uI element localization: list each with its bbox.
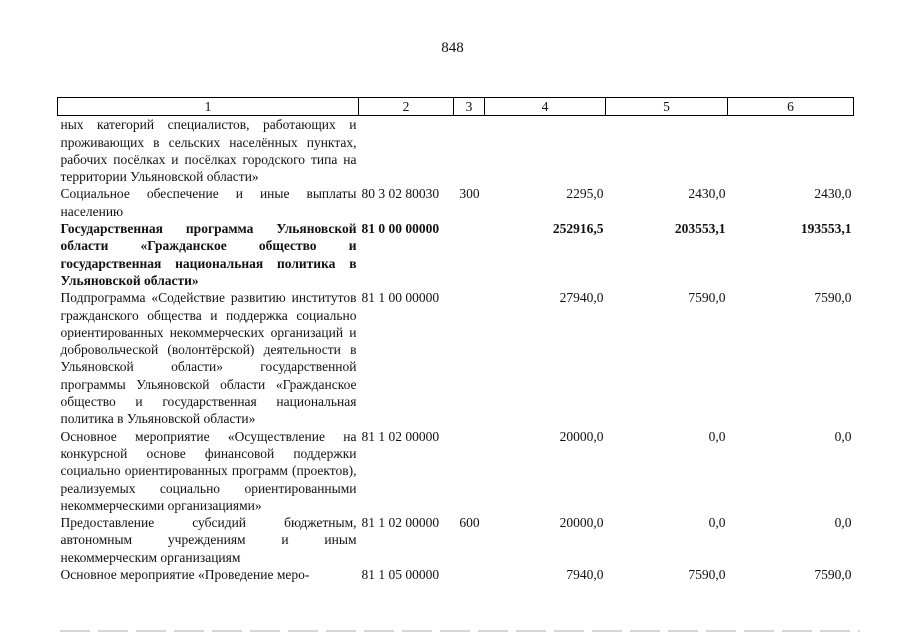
item-name-cell: Предоставление субсидий бюджетным, автономным учреждениям и иным некоммерческим организациям (60, 515, 357, 565)
expense-type-cell: 300 (459, 186, 480, 202)
amount-col5-cell: 7590,0 (688, 290, 726, 306)
amount-col4-cell: 27940,0 (559, 290, 604, 306)
target-code-cell: 81 1 02 00000 (361, 515, 440, 531)
target-code-cell: 81 1 00 00000 (361, 290, 440, 306)
col-1-header: 1 (58, 98, 359, 116)
amount-col5-cell: 0,0 (708, 515, 726, 531)
item-name-cell: Государственная программа Ульяновской области «Гражданское общество и государственная национальная политика в Ульяновской области» (60, 221, 357, 288)
expense-type-cell (454, 220, 485, 289)
item-name-cell: Социальное обеспечение и иные выплаты населению (60, 186, 357, 219)
col-4-header: 4 (485, 98, 606, 116)
table-row (58, 220, 854, 289)
col-6-header: 6 (728, 98, 854, 116)
amount-col6-cell: 0,0 (834, 428, 852, 444)
amount-col4-cell: 20000,0 (559, 428, 604, 444)
table-row (58, 289, 854, 427)
table-row (58, 566, 854, 583)
amount-col6-cell (728, 116, 854, 186)
amount-col5-cell: 2430,0 (688, 186, 726, 202)
col-5-header: 5 (606, 98, 728, 116)
item-name-cell: Подпрограмма «Содействие развитию институтов гражданского общества и поддержка социально ориентированных некоммерческих организаций и добровольческой (волонтёрской) деятельности в Ульяновской области» государственной программы Ульяновской области «Гражданское общество и государственная национальная политика в Ульяновской области» (60, 290, 357, 427)
amount-col4-cell: 20000,0 (559, 515, 604, 531)
amount-col6-cell: 193553,1 (800, 221, 852, 237)
amount-col6-cell: 0,0 (834, 515, 852, 531)
amount-col5-cell (606, 116, 728, 186)
item-name-cell: ных категорий специалистов, работающих и проживающих в сельских населённых пунктах, рабочих посёлках и посёлках городского типа на территории Ульяновской области» (60, 117, 357, 185)
item-name-cell: Основное мероприятие «Осуществление на конкурсной основе финансовой поддержки социально ориентированных программ (проектов), реализуемых социально ориентированными некоммерческими организациями» (60, 428, 357, 513)
amount-col4-cell: 252916,5 (552, 221, 604, 237)
amount-col5-cell: 203553,1 (674, 221, 726, 237)
target-code-cell: 81 1 05 00000 (361, 567, 440, 583)
expense-type-cell (454, 566, 485, 583)
amount-col6-cell: 2430,0 (814, 186, 852, 202)
target-code-cell: 80 3 02 80030 (361, 186, 440, 202)
table-row (58, 428, 854, 514)
amount-col6-cell: 7590,0 (814, 567, 852, 583)
amount-col5-cell: 7590,0 (688, 567, 726, 583)
table-row (58, 185, 854, 220)
scan-bottom-edge (60, 630, 860, 632)
page-number: 848 (441, 40, 464, 56)
target-code-cell (359, 116, 454, 186)
expense-type-cell: 600 (459, 515, 480, 531)
expense-type-cell (454, 289, 485, 427)
expense-type-cell (454, 428, 485, 514)
budget-table (57, 97, 854, 583)
item-name-cell: Основное мероприятие «Проведение меро- (60, 567, 310, 583)
table-row (58, 116, 854, 186)
table-row (58, 514, 854, 566)
col-2-header: 2 (359, 98, 454, 116)
amount-col4-cell: 2295,0 (566, 186, 604, 202)
amount-col6-cell: 7590,0 (814, 290, 852, 306)
table-body (58, 116, 854, 584)
target-code-cell: 81 1 02 00000 (361, 428, 440, 444)
amount-col5-cell: 0,0 (708, 428, 726, 444)
amount-col4-cell: 7940,0 (566, 567, 604, 583)
column-number-header-row (58, 98, 854, 116)
col-3-header: 3 (454, 98, 485, 116)
expense-type-cell (454, 116, 485, 186)
target-code-cell: 81 0 00 00000 (361, 221, 440, 237)
amount-col4-cell (485, 116, 606, 186)
